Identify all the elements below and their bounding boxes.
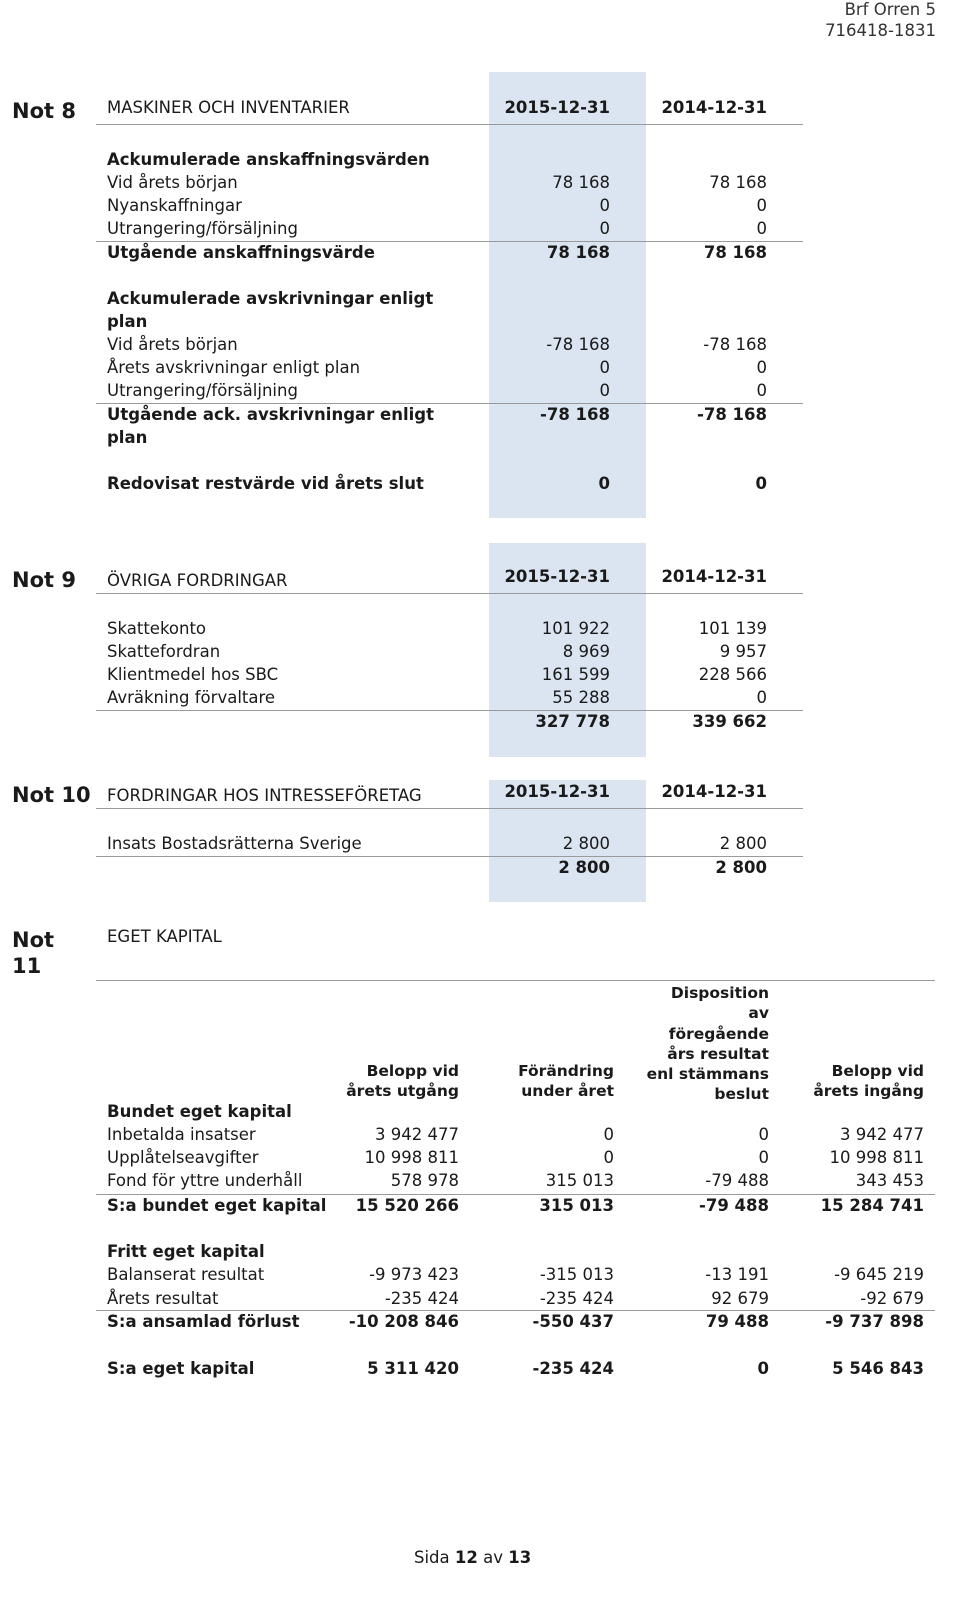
value-ingang: 15 284 741 (820, 1196, 924, 1215)
value-forandring: 0 (603, 1125, 614, 1144)
org-name: Brf Orren 5 (844, 0, 936, 19)
column-header-2015: 2015-12-31 (504, 567, 610, 586)
group-heading: Ackumulerade avskrivningar enligt (107, 289, 434, 308)
column-header-forandring (480, 1061, 614, 1102)
value-disposition: -13 191 (705, 1265, 769, 1284)
value-2014: 0 (756, 219, 767, 238)
row-label: Utrangering/försäljning (107, 381, 298, 400)
value-forandring: -550 437 (532, 1312, 614, 1331)
value-ingang: -92 679 (860, 1289, 924, 1308)
row-label: Avräkning förvaltare (107, 688, 276, 707)
column-header-2015: 2015-12-31 (504, 782, 610, 801)
value-2015: 78 168 (546, 243, 610, 262)
column-header-2014: 2014-12-31 (661, 567, 767, 586)
value-ingang: 3 942 477 (840, 1125, 924, 1144)
column-header-ingang (785, 1061, 924, 1102)
value-2014: 228 566 (698, 665, 767, 684)
value-disposition: -79 488 (705, 1171, 769, 1190)
org-number: 716418-1831 (825, 21, 936, 40)
row-label: Årets avskrivningar enligt plan (107, 358, 361, 377)
row-label: Årets resultat (107, 1289, 219, 1308)
value-2015: -78 168 (546, 335, 610, 354)
row-label: Utrangering/försäljning (107, 219, 298, 238)
section-title: EGET KAPITAL (107, 927, 222, 946)
header-line: under året (521, 1082, 614, 1101)
value-forandring: -315 013 (539, 1265, 614, 1284)
value-utgang: 578 978 (390, 1171, 459, 1190)
row-label: Klientmedel hos SBC (107, 665, 279, 684)
value-2015: 8 969 (562, 642, 610, 661)
column-header-utgang (320, 1061, 459, 1102)
value-ingang: 5 546 843 (832, 1359, 924, 1378)
value-2014: 0 (756, 688, 767, 707)
header-line: årets utgång (346, 1082, 459, 1101)
value-ingang: -9 645 219 (834, 1265, 924, 1284)
subtotal-rule (96, 403, 803, 404)
row-label: Utgående ack. avskrivningar enligt (107, 405, 434, 424)
value-2015: 0 (599, 381, 610, 400)
value-2014: 78 168 (709, 173, 767, 192)
header-line: enl stämmans (646, 1065, 769, 1084)
value-ingang: -9 737 898 (825, 1312, 924, 1331)
value-ingang: 10 998 811 (829, 1148, 924, 1167)
column-header-2014: 2014-12-31 (661, 782, 767, 801)
row-label: Vid årets början (107, 335, 238, 354)
value-2014: 0 (756, 381, 767, 400)
value-disposition: 0 (758, 1125, 769, 1144)
row-label: Insats Bostadsrätterna Sverige (107, 834, 362, 853)
total-2014: 2 800 (715, 858, 767, 877)
value-utgang: 5 311 420 (367, 1359, 459, 1378)
row-label: S:a eget kapital (107, 1359, 255, 1378)
value-utgang: 15 520 266 (355, 1196, 459, 1215)
page-number (414, 1548, 531, 1568)
value-utgang: -10 208 846 (348, 1312, 459, 1331)
value-2015: 0 (599, 196, 610, 215)
total-2014: 339 662 (692, 712, 767, 731)
section-title: MASKINER OCH INVENTARIER (107, 98, 350, 117)
note-label: Not (12, 928, 55, 952)
header-line: föregående (668, 1024, 769, 1043)
total-2015: 327 778 (535, 712, 610, 731)
group-heading: Ackumulerade anskaffningsvärden (107, 150, 430, 169)
value-2014: 0 (755, 474, 767, 493)
value-disposition: 79 488 (705, 1312, 769, 1331)
value-2014: -78 168 (703, 335, 767, 354)
group-heading: Fritt eget kapital (107, 1242, 265, 1261)
value-2015: 161 599 (541, 665, 610, 684)
value-2015: 101 922 (541, 619, 610, 638)
value-disposition: -79 488 (699, 1196, 769, 1215)
header-line: Förändring (518, 1062, 614, 1080)
value-forandring: 315 013 (545, 1171, 614, 1190)
value-2015: 0 (599, 358, 610, 377)
value-2014: 9 957 (719, 642, 767, 661)
row-label: Upplåtelseavgifter (107, 1148, 259, 1167)
value-2015: 0 (599, 219, 610, 238)
value-2014: -78 168 (697, 405, 767, 424)
subtotal-rule (96, 1310, 935, 1311)
value-disposition: 92 679 (711, 1289, 769, 1308)
value-2014: 101 139 (698, 619, 767, 638)
subtotal-rule (96, 1194, 935, 1195)
page-current: 12 (454, 1548, 478, 1567)
row-label: Skattefordran (107, 642, 221, 661)
value-forandring: -235 424 (539, 1289, 614, 1308)
row-label: Fond för yttre underhåll (107, 1171, 303, 1190)
highlight-column-note8 (489, 72, 646, 518)
column-header-disposition (630, 983, 769, 1105)
header-rule (96, 124, 803, 125)
subtotal-rule (96, 241, 803, 242)
section-title: FORDRINGAR HOS INTRESSEFÖRETAG (107, 786, 422, 805)
row-label: Inbetalda insatser (107, 1125, 256, 1144)
row-label: Vid årets början (107, 173, 238, 192)
row-label: S:a ansamlad förlust (107, 1312, 300, 1331)
header-line: års resultat (667, 1044, 769, 1063)
column-header-2014: 2014-12-31 (661, 98, 767, 117)
value-2015: 0 (598, 474, 610, 493)
value-2014: 78 168 (703, 243, 767, 262)
total-2015: 2 800 (558, 858, 610, 877)
header-line: beslut (714, 1085, 769, 1104)
value-forandring: 0 (603, 1148, 614, 1167)
row-label: Skattekonto (107, 619, 207, 638)
page-total: 13 (508, 1548, 532, 1567)
value-2015: -78 168 (540, 405, 610, 424)
value-2014: 0 (756, 196, 767, 215)
row-label: S:a bundet eget kapital (107, 1196, 327, 1215)
header-line: av (748, 1004, 769, 1023)
group-heading: Bundet eget kapital (107, 1102, 292, 1121)
value-2014: 0 (756, 358, 767, 377)
value-2015: 55 288 (552, 688, 610, 707)
row-label: Nyanskaffningar (107, 196, 242, 215)
page-separator: av (483, 1548, 504, 1567)
row-label-cont: plan (107, 428, 148, 447)
total-rule (96, 710, 803, 711)
value-utgang: -235 424 (384, 1289, 459, 1308)
header-rule (96, 593, 803, 594)
value-utgang: -9 973 423 (369, 1265, 459, 1284)
value-disposition: 0 (757, 1359, 769, 1378)
total-rule (96, 856, 803, 857)
page-prefix: Sida (414, 1548, 450, 1567)
value-2015: 78 168 (552, 173, 610, 192)
group-heading-cont: plan (107, 312, 148, 331)
note-label: Not 8 (12, 99, 76, 123)
value-2015: 2 800 (562, 834, 610, 853)
header-line: Belopp vid (366, 1062, 459, 1080)
value-2014: 2 800 (719, 834, 767, 853)
value-ingang: 343 453 (855, 1171, 924, 1190)
row-label: Redovisat restvärde vid årets slut (107, 474, 424, 493)
header-line: Belopp vid (831, 1062, 924, 1080)
value-forandring: 315 013 (539, 1196, 614, 1215)
row-label: Balanserat resultat (107, 1265, 265, 1284)
row-label: Utgående anskaffningsvärde (107, 243, 375, 262)
header-rule (96, 808, 803, 809)
value-utgang: 10 998 811 (364, 1148, 459, 1167)
header-rule (96, 980, 935, 981)
note-label: Not 9 (12, 568, 76, 592)
header-line: årets ingång (813, 1082, 924, 1101)
value-disposition: 0 (758, 1148, 769, 1167)
value-utgang: 3 942 477 (375, 1125, 459, 1144)
header-line: Disposition (670, 984, 769, 1002)
value-forandring: -235 424 (532, 1359, 614, 1378)
section-title: ÖVRIGA FORDRINGAR (107, 571, 288, 590)
note-label-cont: 11 (12, 954, 42, 978)
column-header-2015: 2015-12-31 (504, 98, 610, 117)
note-label: Not 10 (12, 783, 91, 807)
